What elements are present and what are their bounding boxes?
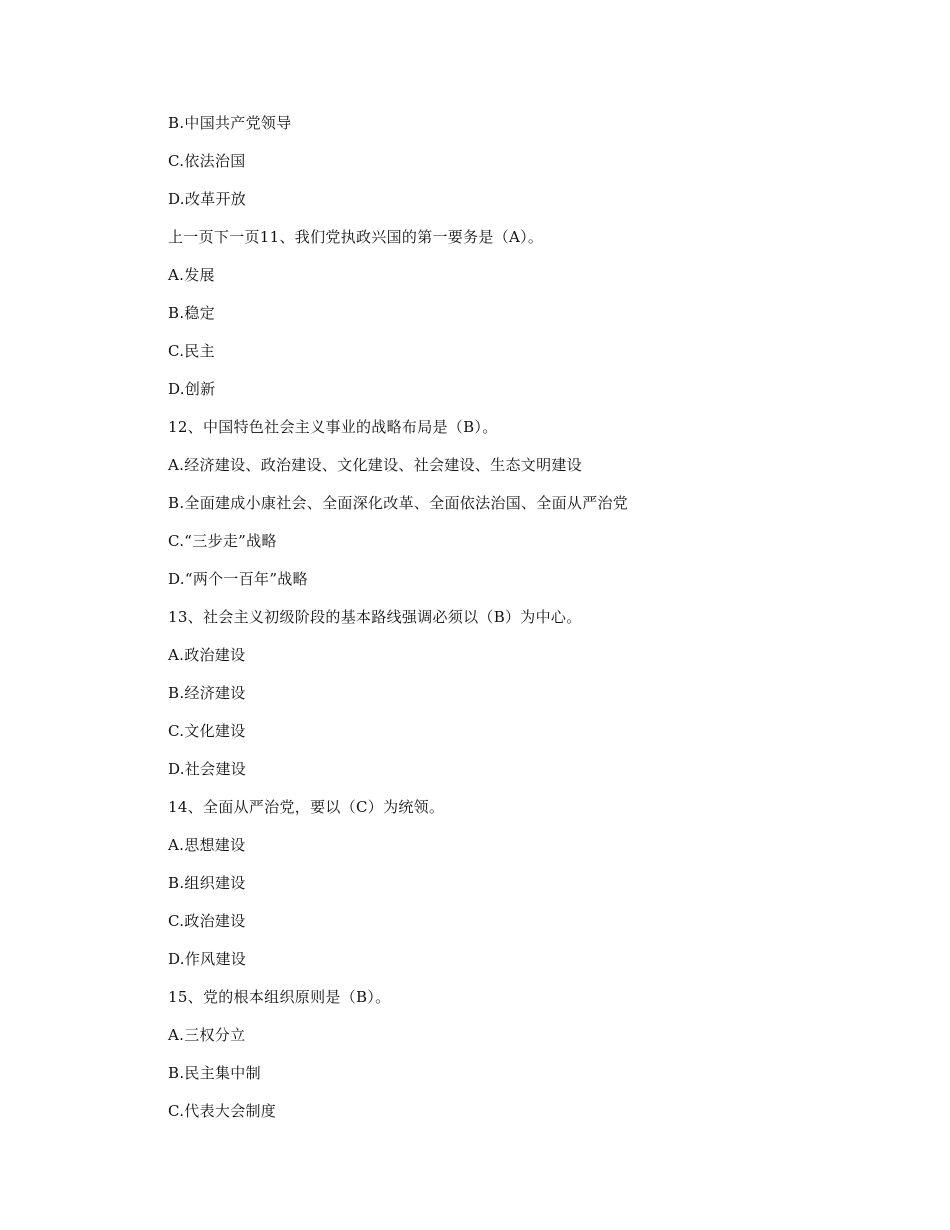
option-line: A.经济建设、政治建设、文化建设、社会建设、生态文明建设 — [168, 456, 583, 474]
option-line: C.依法治国 — [168, 152, 246, 170]
option-line: B.组织建设 — [168, 874, 246, 892]
question-line: 15、党的根本组织原则是（B）。 — [168, 988, 391, 1006]
option-line: A.思想建设 — [168, 836, 246, 854]
option-line: D.改革开放 — [168, 190, 247, 208]
option-line: D.创新 — [168, 380, 216, 398]
question-line: 13、社会主义初级阶段的基本路线强调必须以（B）为中心。 — [168, 608, 582, 626]
question-line: 12、中国特色社会主义事业的战略布局是（B）。 — [168, 418, 498, 436]
option-line: B.民主集中制 — [168, 1064, 261, 1082]
option-line: D.社会建设 — [168, 760, 247, 778]
option-line: C.“三步走”战略 — [168, 532, 277, 550]
option-line: B.中国共产党领导 — [168, 114, 292, 132]
option-line: C.文化建设 — [168, 722, 246, 740]
option-line: B.全面建成小康社会、全面深化改革、全面依法治国、全面从严治党 — [168, 494, 629, 512]
option-line: B.稳定 — [168, 304, 215, 322]
question-line: 14、全面从严治党，要以（C）为统领。 — [168, 798, 445, 816]
option-line: D.作风建设 — [168, 950, 247, 968]
option-line: C.政治建设 — [168, 912, 246, 930]
option-line: C.代表大会制度 — [168, 1102, 277, 1120]
option-line: B.经济建设 — [168, 684, 246, 702]
option-line: A.三权分立 — [168, 1026, 246, 1044]
option-line: D.“两个一百年”战略 — [168, 570, 308, 588]
option-line: C.民主 — [168, 342, 215, 360]
question-line: 上一页下一页11、我们党执政兴国的第一要务是（A）。 — [168, 228, 544, 246]
option-line: A.发展 — [168, 266, 215, 284]
option-line: A.政治建设 — [168, 646, 246, 664]
